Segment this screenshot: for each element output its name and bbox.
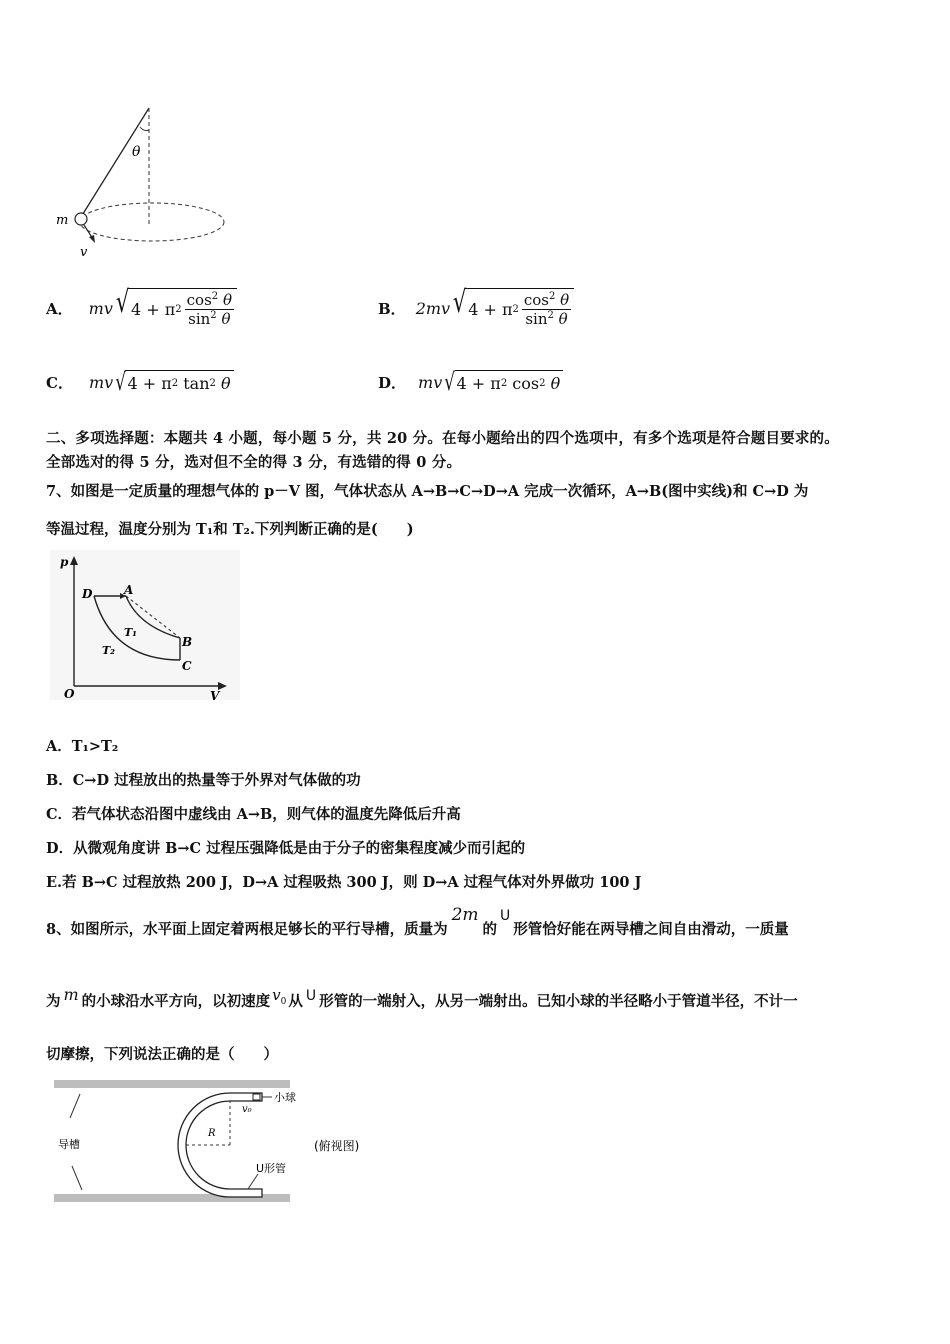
conical-pendulum-figure <box>48 100 238 265</box>
q7-stem-line1: 7、如图是一定质量的理想气体的 p－V 图，气体状态从 A→B→C→D→A 完成一次循环，A→B(图中实线)和 C→D 为 <box>46 483 809 500</box>
svg-text:T₂: T₂ <box>102 644 116 657</box>
q8-line1: 8、如图所示，水平面上固定着两根足够长的平行导槽，质量为2m的U形管恰好能在两导槽之间自由滑动，一质量 <box>46 905 789 938</box>
svg-text:v₀: v₀ <box>242 1104 252 1115</box>
q7-option-d: D．从微观角度讲 B→C 过程压强降低是由于分子的密集程度减少而引起的 <box>46 840 526 857</box>
svg-text:导槽: 导槽 <box>58 1138 80 1151</box>
svg-text:O: O <box>64 687 75 700</box>
q6-option-b: B． 2mv √ 4 + π 2 $\frac{\cos^2 \theta}{\sin^2 \theta}$ <box>378 288 574 328</box>
angle-arc <box>140 127 149 131</box>
svg-text:C: C <box>182 659 192 673</box>
option-a-coef: mv <box>88 298 113 318</box>
q6-option-a: A． mv √ 4 + π 2 $\frac{\cos^2 \theta}{\sin^2 \theta}$ <box>46 288 237 328</box>
top-groove <box>54 1080 290 1088</box>
ball <box>253 1094 260 1100</box>
svg-text:U形管: U形管 <box>256 1162 287 1175</box>
q7-option-b: B．C→D 过程放出的热量等于外界对气体做的功 <box>46 772 361 789</box>
q7-option-a: A．T₁>T₂ <box>46 738 119 755</box>
q7-option-c: C．若气体状态沿图中虚线由 A→B，则气体的温度先降低后升高 <box>46 806 461 823</box>
svg-text:V: V <box>210 689 220 700</box>
svg-text:T₁: T₁ <box>124 626 138 639</box>
q6-option-d: D． mv √ 4 + π 2 cos 2 θ <box>378 370 563 394</box>
orbit-ellipse <box>80 203 224 241</box>
q8-line3: 切摩擦，下列说法正确的是（ ） <box>46 1046 278 1063</box>
velocity-label: v <box>80 245 88 260</box>
svg-text:p: p <box>60 555 69 569</box>
q7-stem-line2: 等温过程，温度分别为 T₁和 T₂.下列判断正确的是( ) <box>46 521 414 538</box>
svg-text:R: R <box>208 1128 216 1139</box>
svg-text:D: D <box>82 587 93 601</box>
theta-label: θ <box>132 144 141 160</box>
q7-option-e: E.若 B→C 过程放热 200 J，D→A 过程吸热 300 J，则 D→A 过程气体对外界做功 100 J <box>46 874 642 891</box>
pendulum-bob <box>75 213 87 225</box>
section2-header: 二、多项选择题：本题共 4 小题，每小题 5 分，共 20 分。在每小题给出的四个选项中，有多个选项是符合题目要求的。 全部选对的得 5 分，选对但不全的得 3 分，有选错的得 0 分。 <box>46 430 839 471</box>
svg-text:A: A <box>124 583 134 597</box>
option-b-coef: 2mv <box>415 298 451 318</box>
pv-diagram-figure <box>50 550 240 700</box>
svg-text:B: B <box>182 635 193 649</box>
q6-option-c: C． mv √ 4 + π 2 tan 2 θ <box>46 370 234 394</box>
q8-line2: 为 m 的小球沿水平方向，以初速度 $v_0$ 从 U 形管的一端射入，从另一端射出。已知小球的半径略小于管道半径，不计一 <box>46 985 798 1010</box>
pendulum-string <box>81 108 149 217</box>
mass-label: m <box>56 213 69 228</box>
svg-text:小球: 小球 <box>274 1091 296 1104</box>
u-tube-figure <box>52 1076 392 1208</box>
svg-text:(俯视图): (俯视图) <box>314 1139 360 1153</box>
